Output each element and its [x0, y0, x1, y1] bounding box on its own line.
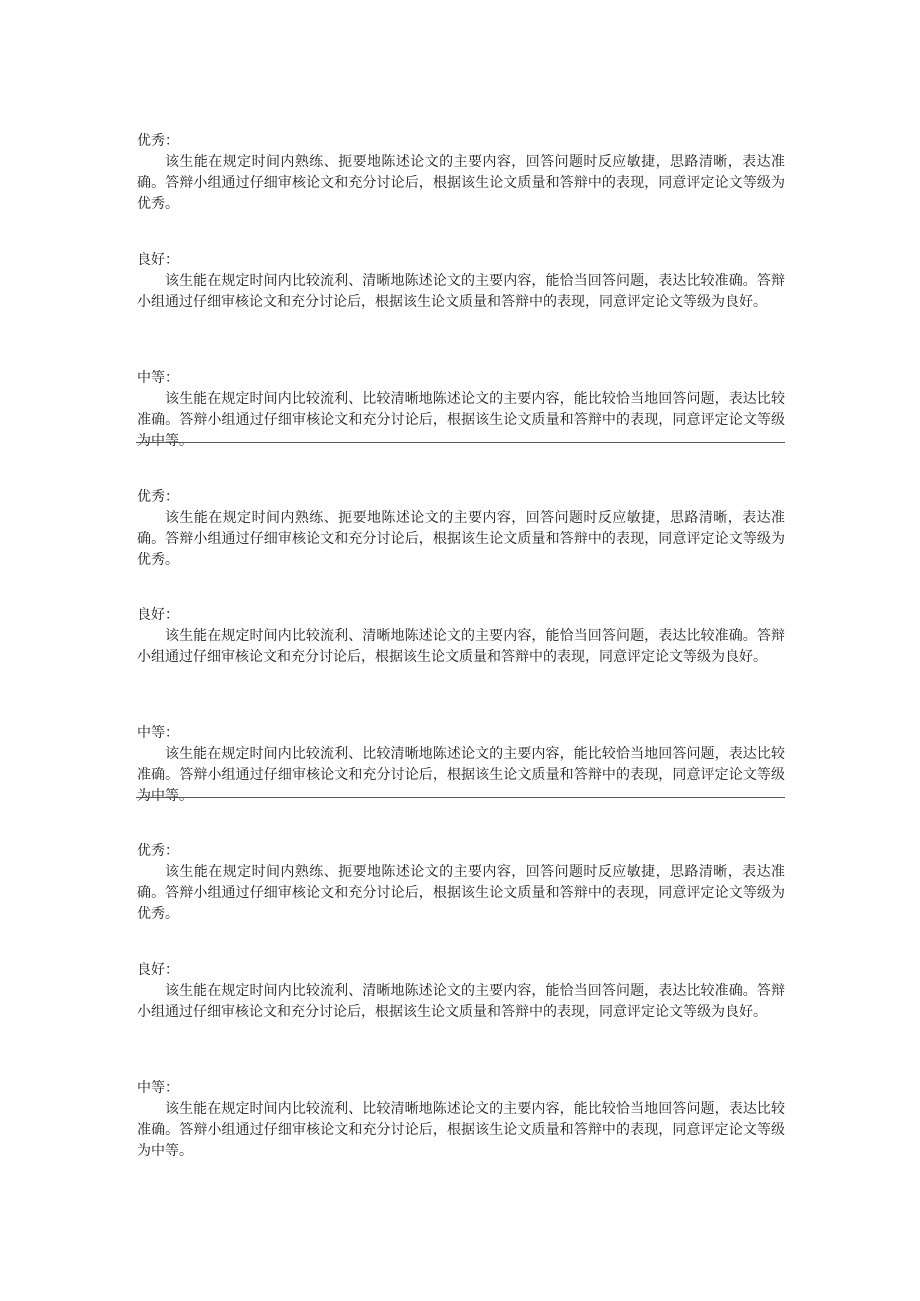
- grade-label: 优秀：: [137, 843, 179, 859]
- grade-label: 中等：: [137, 1080, 179, 1096]
- grade-comment: 该生能在规定时间内比较流利、清晰地陈述论文的主要内容，能恰当回答问题，表达比较准确。答辩小组通过仔细审核论文和充分讨论后，根据该生论文质量和答辩中的表现，同意评定论文等级为良好。: [137, 628, 785, 665]
- grade-entry-average: [137, 368, 785, 452]
- grade-entry-good: [137, 605, 785, 668]
- section-divider: [136, 442, 785, 443]
- grade-entry-excellent: [137, 841, 785, 925]
- section-divider: [136, 797, 785, 798]
- grade-comment: 该生能在规定时间内熟练、扼要地陈述论文的主要内容，回答问题时反应敏捷，思路清晰，表达准确。答辩小组通过仔细审核论文和充分讨论后，根据该生论文质量和答辩中的表现，同意评定论文等级为优秀。: [137, 510, 785, 568]
- grade-comment: 该生能在规定时间内比较流利、清晰地陈述论文的主要内容，能恰当回答问题，表达比较准确。答辩小组通过仔细审核论文和充分讨论后，根据该生论文质量和答辩中的表现，同意评定论文等级为良好。: [137, 983, 785, 1020]
- grade-label: 优秀：: [137, 133, 179, 149]
- grade-comment: 该生能在规定时间内比较流利、清晰地陈述论文的主要内容，能恰当回答问题，表达比较准确。答辩小组通过仔细审核论文和充分讨论后，根据该生论文质量和答辩中的表现，同意评定论文等级为良好。: [137, 273, 785, 310]
- grade-entry-average: [137, 723, 785, 807]
- grade-comment: 该生能在规定时间内比较流利、比较清晰地陈述论文的主要内容，能比较恰当地回答问题，表达比较准确。答辩小组通过仔细审核论文和充分讨论后，根据该生论文质量和答辩中的表现，同意评定论文等级为中等。: [137, 391, 785, 449]
- grade-entry-good: [137, 960, 785, 1023]
- grade-comment: 该生能在规定时间内比较流利、比较清晰地陈述论文的主要内容，能比较恰当地回答问题，表达比较准确。答辩小组通过仔细审核论文和充分讨论后，根据该生论文质量和答辩中的表现，同意评定论文等级为中等。: [137, 1101, 785, 1159]
- grade-entry-average: [137, 1078, 785, 1162]
- grade-label: 优秀：: [137, 489, 179, 505]
- grade-entry-excellent: [137, 487, 785, 571]
- grade-comment: 该生能在规定时间内比较流利、比较清晰地陈述论文的主要内容，能比较恰当地回答问题，表达比较准确。答辩小组通过仔细审核论文和充分讨论后，根据该生论文质量和答辩中的表现，同意评定论文等级为中等。: [137, 746, 785, 804]
- grade-comment: 该生能在规定时间内熟练、扼要地陈述论文的主要内容，回答问题时反应敏捷，思路清晰，表达准确。答辩小组通过仔细审核论文和充分讨论后，根据该生论文质量和答辩中的表现，同意评定论文等级为优秀。: [137, 864, 785, 922]
- grade-label: 中等：: [137, 370, 179, 386]
- grade-comment: 该生能在规定时间内熟练、扼要地陈述论文的主要内容，回答问题时反应敏捷，思路清晰，表达准确。答辩小组通过仔细审核论文和充分讨论后，根据该生论文质量和答辩中的表现，同意评定论文等级为优秀。: [137, 154, 785, 212]
- grade-entry-excellent: [137, 131, 785, 215]
- grade-entry-good: [137, 250, 785, 313]
- grade-label: 良好：: [137, 607, 179, 623]
- grade-label: 良好：: [137, 962, 179, 978]
- grade-label: 中等：: [137, 725, 179, 741]
- grade-label: 良好：: [137, 252, 179, 268]
